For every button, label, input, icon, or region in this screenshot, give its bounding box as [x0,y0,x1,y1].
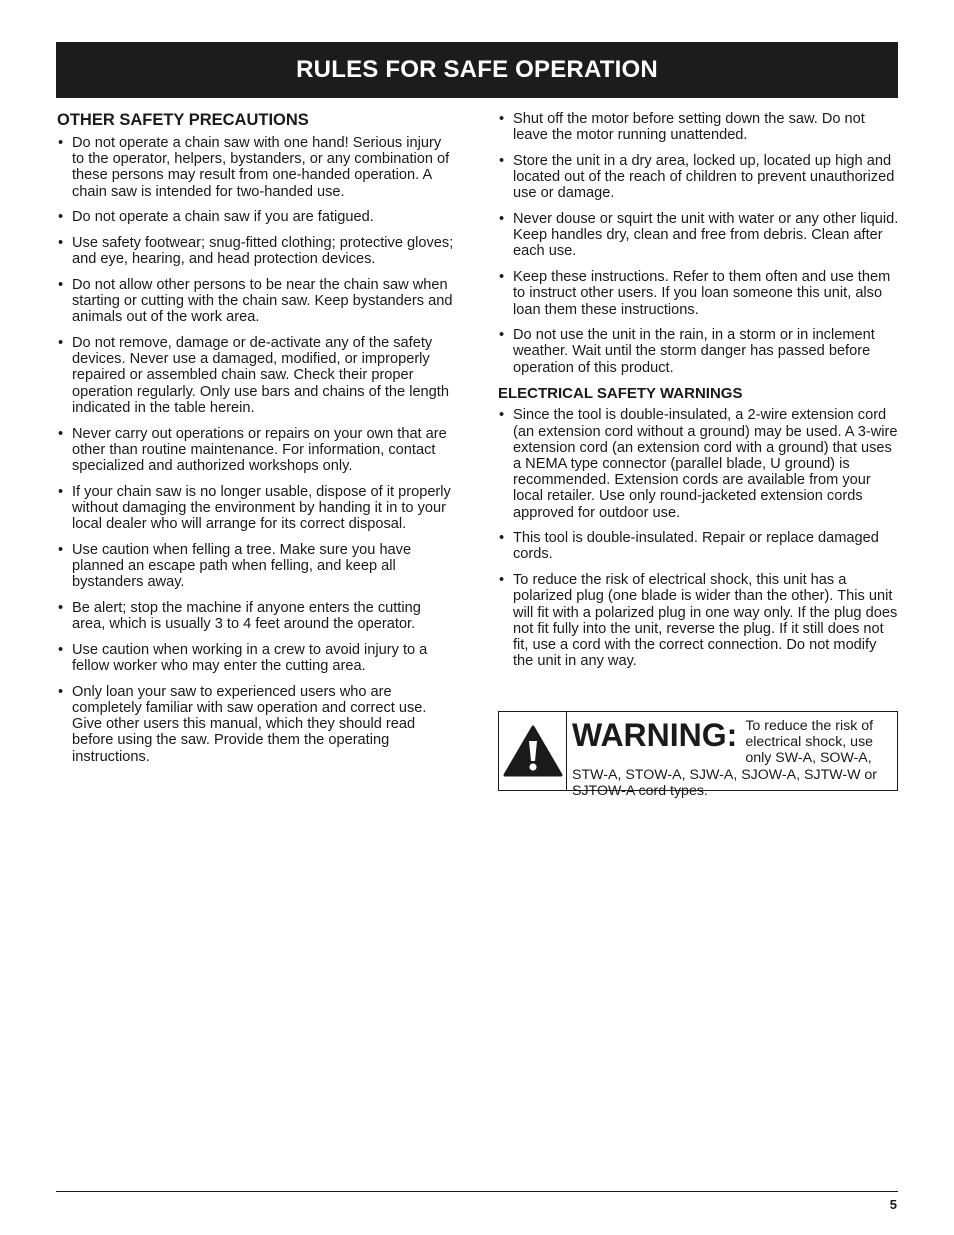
list-item: • Use caution when felling a tree. Make sure you have planned an escape path when felling, and keep all bystanders away. [57,542,457,591]
section-heading-other-safety: OTHER SAFETY PRECAUTIONS [57,111,309,129]
warning-text-cell [567,712,897,799]
list-item: • Shut off the motor before setting down the saw. Do not leave the motor running unattended. [498,111,900,143]
list-item: • Do not operate a chain saw if you are fatigued. [57,209,457,225]
warning-icon-cell [499,712,567,790]
warning-triangle-icon [503,724,563,778]
page-number: 5 [889,1197,897,1212]
left-column [57,111,457,774]
page-title: RULES FOR SAFE OPERATION [296,56,658,83]
list-item: • Since the tool is double-insulated, a 2-wire extension cord (an extension cord without a ground) may be used. A 3-wire extension cord (an extension cord with a ground) that uses a NEMA type connector (parallel blade, U ground) is recommended. Extension cords are available from your local retailer. Use only round-jacketed extension cords approved for outdoor use. [498,407,900,520]
warning-label: WARNING: [572,717,738,753]
list-item: • Do not allow other persons to be near the chain saw when starting or cutting with the chain saw. Keep bystanders and animals out of the work area. [57,277,457,326]
list-item: • Use caution when working in a crew to avoid injury to a fellow worker who may enter the cutting area. [57,642,457,674]
section-heading-electrical: ELECTRICAL SAFETY WARNINGS [498,385,743,403]
list-item: • Be alert; stop the machine if anyone enters the cutting area, which is usually 3 to 4 feet around the operator. [57,600,457,632]
warning-box [498,711,898,799]
list-item: • Store the unit in a dry area, locked up, located up high and located out of the reach of children to prevent unauthorized use or damage. [498,153,900,202]
footer-divider [56,1191,898,1192]
general-safety-list [498,111,900,376]
other-safety-list [57,135,457,765]
list-item: • Do not use the unit in the rain, in a storm or in inclement weather. Wait until the storm danger has passed before operation of this product. [498,327,900,376]
page-title-banner [56,42,898,98]
list-item: • Keep these instructions. Refer to them often and use them to instruct other users. If you loan someone this unit, also loan them these instructions. [498,269,900,318]
list-item: • This tool is double-insulated. Repair or replace damaged cords. [498,530,900,562]
list-item: • To reduce the risk of electrical shock, this unit has a polarized plug (one blade is wider than the other). This unit will fit with a polarized plug in one way only. If the plug does not fit fully into the unit, reverse the plug. If it still does not fit, use a cord with the correct connection. Do not modify the unit in any way. [498,572,900,669]
right-column [498,111,900,679]
list-item: • Only loan your saw to experienced users who are completely familiar with saw operation and correct use. Give other users this manual, which they should read before using the saw. Provide them the operating instructions. [57,684,457,765]
list-item: • Do not operate a chain saw with one hand! Serious injury to the operator, helpers, bystanders, or any combination of these persons may result from one-handed operation. A chain saw is intended for two-handed use. [57,135,457,200]
electrical-safety-list [498,407,900,669]
list-item: • Do not remove, damage or de-activate any of the safety devices. Never use a damaged, modified, or improperly repaired or assembled chain saw. Check their proper operation regularly. Only use bars and chains of the length indicated in the table herein. [57,335,457,416]
list-item: • If your chain saw is no longer usable, dispose of it properly without damaging the environment by handing it in to your local dealer who will arrange for its correct disposal. [57,484,457,533]
warning-text: To reduce the risk of electrical shock, use only SW-A, SOW-A, STW-A, STOW-A, SJW-A, SJOW-A, SJTW-W or SJTOW-A cord types. [572,718,878,799]
list-item: • Use safety footwear; snug-fitted clothing; protective gloves; and eye, hearing, and head protection devices. [57,235,457,267]
list-item: • Never carry out operations or repairs on your own that are other than routine maintenance. For information, contact specialized and authorized workshops only. [57,426,457,475]
list-item: • Never douse or squirt the unit with water or any other liquid. Keep handles dry, clean and free from debris. Clean after each use. [498,211,900,260]
